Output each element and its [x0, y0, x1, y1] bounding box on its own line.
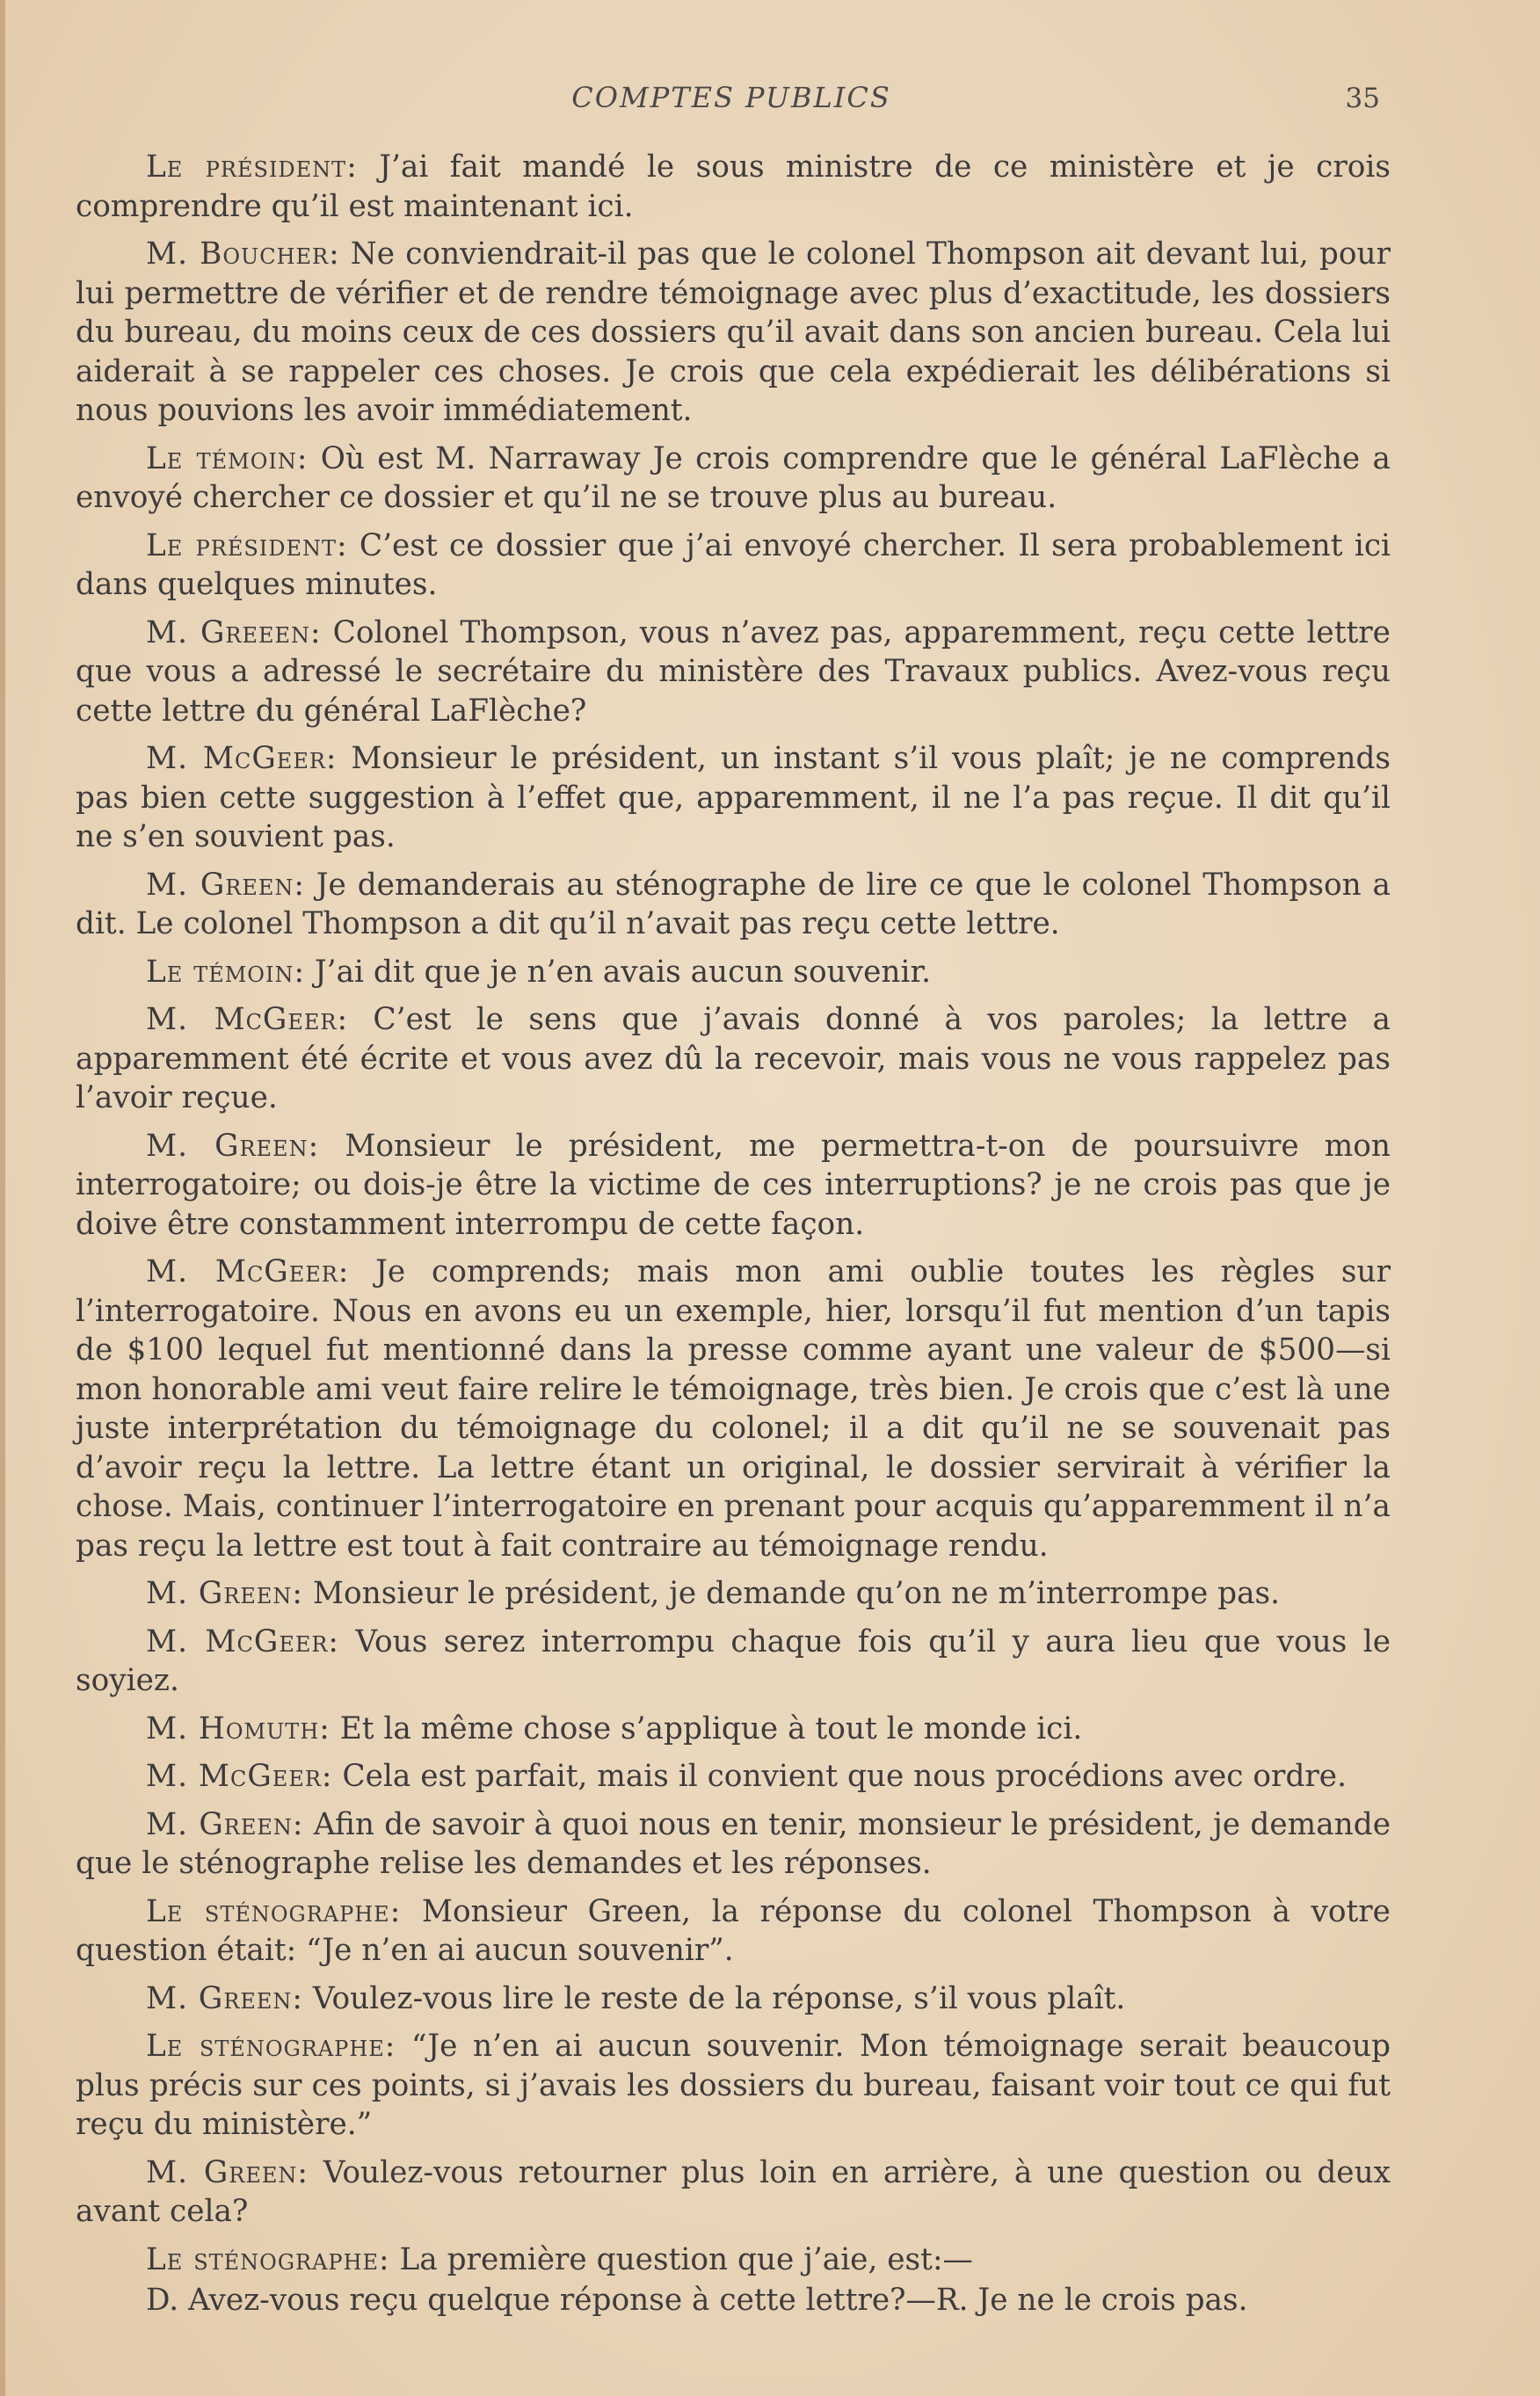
- paragraph: [76, 1000, 1391, 1118]
- speech: Monsieur le président, je demande qu’on ne m’interrompe pas.: [302, 1576, 1281, 1611]
- speaker: M. McGeer:: [146, 1759, 333, 1794]
- speaker: Le sténographe:: [146, 2029, 396, 2064]
- paragraph: [76, 2153, 1391, 2232]
- paragraph: [76, 439, 1391, 518]
- speaker: M. Greeen:: [146, 614, 322, 650]
- paragraph: [76, 614, 1391, 731]
- speaker: M. Green:: [146, 1806, 304, 1842]
- paragraph: [76, 148, 1391, 226]
- speech: Ne conviendrait-il pas que le colonel Thompson ait devant lui, pour lui permettre de vérifier et de rendre témoignage avec plus d’exactitude, les dossiers du bureau, du moins ceux de ces dossiers qu’il avait dans son ancien bureau. Cela lui aiderait à se rappeler ces choses. Je crois que cela expédierait les délibérations si nous pouvions les avoir immédiatement.: [76, 236, 1391, 428]
- speaker: M. Green:: [146, 2154, 309, 2190]
- paragraph: [76, 2240, 1391, 2280]
- speaker: Le sténographe:: [146, 2241, 390, 2277]
- speech: Colonel Thompson, vous n’avez pas, apparemment, reçu cette lettre que vous a adressé le secrétaire du ministère des Travaux publics. Avez-vous reçu cette lettre du général LaFlèche?: [76, 614, 1391, 729]
- speech: Voulez-vous lire le reste de la réponse, s’il vous plaît.: [302, 1980, 1126, 2016]
- speech: Afin de savoir à quoi nous en tenir, monsieur le président, je demande que le sténographe relise les demandes et les réponses.: [76, 1806, 1391, 1881]
- speech: Monsieur le président, un instant s’il vous plaît; je ne comprends pas bien cette suggestion à l’effet que, apparemment, il ne l’a pas reçue. Il dit qu’il ne s’en souvient pas.: [76, 741, 1391, 854]
- paragraph: [76, 953, 1391, 992]
- speaker: Le témoin:: [146, 954, 306, 990]
- transcript-body: [76, 148, 1391, 2322]
- paragraph: [76, 2027, 1391, 2145]
- speech: Je demanderais au sténographe de lire ce que le colonel Thompson a dit. Le colonel Thompson a dit qu’il n’avait pas reçu cette lettre.: [76, 867, 1391, 941]
- speech: La première question que j’aie, est:—: [389, 2241, 973, 2277]
- speech: J’ai dit que je n’en avais aucun souvenir.: [305, 954, 932, 990]
- speech: Et la même chose s’applique à tout le monde ici.: [330, 1710, 1083, 1746]
- speech: Monsieur Green, la réponse du colonel Thompson à votre question était: “Je n’en ai aucun souvenir”.: [76, 1893, 1391, 1968]
- paragraph: [76, 1805, 1391, 1884]
- speaker: M. McGeer:: [146, 1254, 350, 1289]
- paragraph: [76, 739, 1391, 857]
- speech: Vous serez interrompu chaque fois qu’il y aura lieu que vous le soyiez.: [76, 1623, 1391, 1698]
- speech: “Je n’en ai aucun souvenir. Mon témoignage serait beaucoup plus précis sur ces points, si j’avais les dossiers du bureau, faisant voir tout ce qui fut reçu du ministère.”: [76, 2029, 1391, 2142]
- paragraph: [76, 866, 1391, 944]
- page-number: 35: [1345, 83, 1380, 114]
- paragraph: [76, 526, 1391, 605]
- speaker: Le témoin:: [146, 440, 309, 476]
- page-header: [74, 81, 1389, 121]
- speaker: M. Green:: [146, 1128, 320, 1164]
- speech: Où est M. Narraway Je crois comprendre que le général LaFlèche a envoyé chercher ce dossier et qu’il ne se trouve plus au bureau.: [76, 440, 1391, 515]
- speech: J’ai fait mandé le sous ministre de ce ministère et je crois comprendre qu’il est maintenant ici.: [76, 149, 1391, 224]
- paragraph: [76, 1710, 1391, 1749]
- page-edge: [0, 0, 5, 2396]
- paragraph: [76, 1127, 1391, 1245]
- speaker: M. McGeer:: [146, 741, 338, 776]
- speech: Monsieur le président, me permettra-t-on de poursuivre mon interrogatoire; ou dois-je être la victime de ces interruptions? je ne crois pas que je doive être constamment interrompu de cette façon.: [76, 1128, 1391, 1242]
- paragraph: [76, 1623, 1391, 1701]
- speaker: M. McGeer:: [146, 1002, 348, 1037]
- paragraph: [76, 235, 1391, 431]
- paragraph: [76, 1892, 1391, 1971]
- speaker: M. Homuth:: [146, 1710, 331, 1746]
- paragraph: [76, 1757, 1391, 1797]
- paragraph: [76, 1574, 1391, 1614]
- paragraph: [76, 1979, 1391, 2019]
- running-title: COMPTES PUBLICS: [571, 81, 891, 114]
- speech: C’est le sens que j’avais donné à vos paroles; la lettre a apparemment été écrite et vous avez dû la recevoir, mais vous ne vous rappelez pas l’avoir reçue.: [76, 1002, 1391, 1115]
- speaker: M. McGeer:: [146, 1623, 339, 1659]
- speaker: Le président:: [146, 149, 358, 185]
- speaker: M. Boucher:: [146, 236, 340, 272]
- speaker: M. Green:: [146, 867, 305, 903]
- speech: Voulez-vous retourner plus loin en arrière, à une question ou deux avant cela?: [76, 2154, 1391, 2229]
- speech: C’est ce dossier que j’ai envoyé chercher. Il sera probablement ici dans quelques minutes.: [76, 527, 1391, 602]
- speaker: M. Green:: [146, 1980, 303, 2016]
- paragraph: [76, 2281, 1391, 2320]
- speech: Je comprends; mais mon ami oublie toutes les règles sur l’interrogatoire. Nous en avons eu un exemple, hier, lorsqu’il fut mention d’un tapis de $100 lequel fut mentionné dans la presse comme ayant une valeur de $500—si mon honorable ami veut faire relire le témoignage, très bien. Je crois que c’est là une juste interprétation du témoignage du colonel; il a dit qu’il ne se souvenait pas d’avoir reçu la lettre. La lettre étant un original, le dossier servirait à vérifier la chose. Mais, continuer l’interrogatoire en prenant pour acquis qu’apparemment il n’a pas reçu la lettre est tout à fait contraire au témoignage rendu.: [76, 1254, 1391, 1564]
- speaker: M. Green:: [146, 1576, 303, 1611]
- speech: Cela est parfait, mais il convient que nous procédions avec ordre.: [332, 1759, 1348, 1794]
- paragraph: [76, 1252, 1391, 1565]
- speech: D. Avez-vous reçu quelque réponse à cette lettre?—R. Je ne le crois pas.: [146, 2283, 1248, 2318]
- speaker: Le président:: [146, 527, 348, 563]
- speaker: Le sténographe:: [146, 1893, 402, 1929]
